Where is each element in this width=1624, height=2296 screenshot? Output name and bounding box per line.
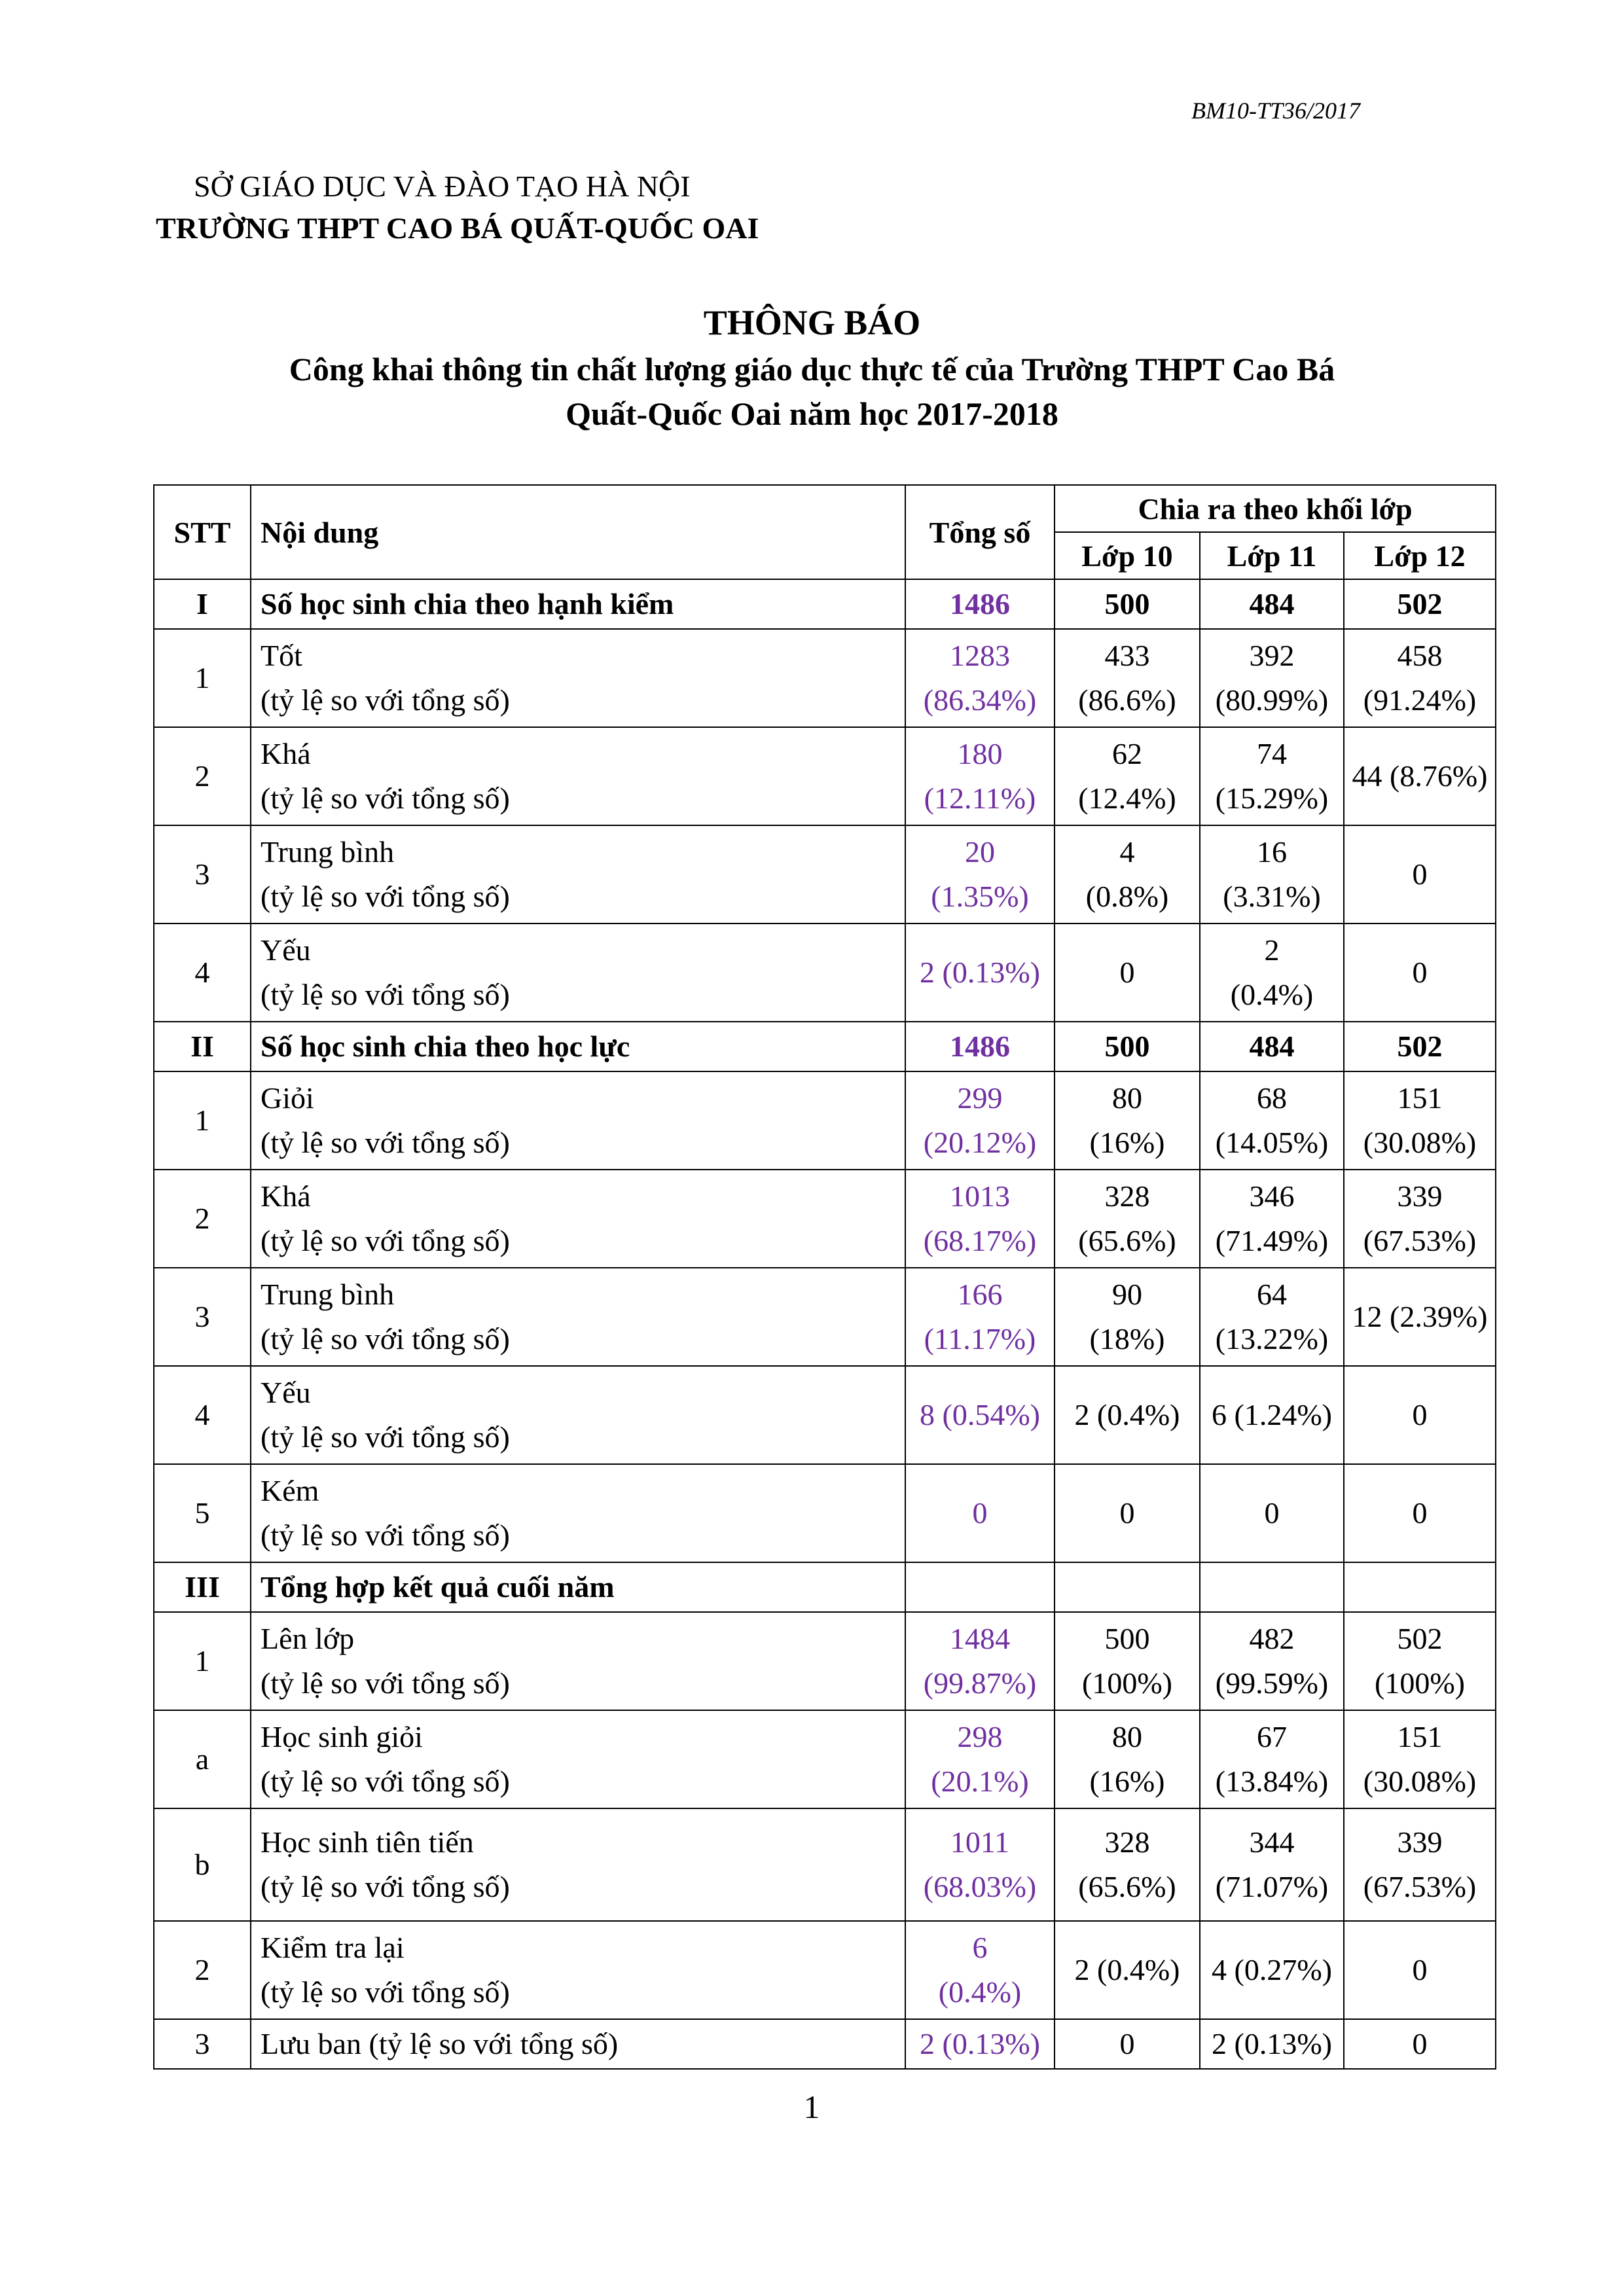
- row-grade-10-line: 500: [1104, 1622, 1150, 1655]
- row-stt-line: b: [194, 1848, 210, 1881]
- row-stt-line: 1: [194, 1644, 210, 1677]
- row-grade-10: [1055, 825, 1200, 924]
- row-grade-11-line: 16: [1257, 835, 1287, 869]
- row-grade-10-line: 2 (0.4%): [1074, 1953, 1180, 1986]
- row-label-line: Lưu ban (tỷ lệ so với tổng số): [261, 2027, 619, 2060]
- row-grade-11-line: (71.49%): [1215, 1224, 1329, 1257]
- row-grade-11-line: (14.05%): [1215, 1126, 1329, 1159]
- section-stt: [154, 579, 251, 629]
- row-grade-10: [1055, 727, 1200, 825]
- row-grade-12-line: 458: [1397, 639, 1443, 672]
- row-total-line: (99.87%): [923, 1666, 1037, 1700]
- section-row: [154, 1022, 1496, 1071]
- row-grade-12: [1344, 629, 1496, 727]
- table-row: [154, 1612, 1496, 1710]
- row-grade-10: [1055, 1170, 1200, 1268]
- row-grade-12-line: 151: [1397, 1720, 1443, 1753]
- row-label-line: Tốt: [261, 639, 302, 672]
- row-grade-11-line: (13.84%): [1215, 1765, 1329, 1798]
- row-label: [251, 825, 905, 924]
- row-grade-11-line: (15.29%): [1215, 781, 1329, 815]
- row-stt-line: 2: [194, 1202, 210, 1235]
- row-grade-10: [1055, 629, 1200, 727]
- row-stt: [154, 1921, 251, 2019]
- header-content: Nội dung: [251, 485, 905, 579]
- row-grade-12-line: (30.08%): [1363, 1126, 1477, 1159]
- row-grade-11-line: 4 (0.27%): [1212, 1953, 1332, 1986]
- row-label-line: (tỷ lệ so với tổng số): [261, 1666, 510, 1700]
- row-grade-11-line: 392: [1249, 639, 1295, 672]
- row-label-line: (tỷ lệ so với tổng số): [261, 781, 510, 815]
- row-grade-10: [1055, 1710, 1200, 1808]
- row-grade-12: [1344, 1921, 1496, 2019]
- row-grade-12-line: 0: [1412, 956, 1428, 989]
- row-grade-10-line: 2 (0.4%): [1074, 1398, 1180, 1431]
- table-row: [154, 629, 1496, 727]
- row-total: [905, 825, 1055, 924]
- row-grade-10-line: (100%): [1082, 1666, 1172, 1700]
- section-total: [905, 1562, 1055, 1612]
- row-total: [905, 2019, 1055, 2069]
- school-name: TRƯỜNG THPT CAO BÁ QUẤT-QUỐC OAI: [156, 211, 759, 245]
- row-grade-12: [1344, 1808, 1496, 1921]
- row-label-line: (tỷ lệ so với tổng số): [261, 978, 510, 1011]
- section-total-line: 1486: [950, 1030, 1010, 1063]
- row-grade-10-line: 328: [1104, 1825, 1150, 1859]
- header-grades-group: Chia ra theo khối lớp: [1055, 485, 1496, 532]
- row-total: [905, 924, 1055, 1022]
- row-grade-11-line: 2 (0.13%): [1212, 2027, 1332, 2060]
- table-row: [154, 1464, 1496, 1562]
- notice-subtitle-line-2: Quất-Quốc Oai năm học 2017-2018: [566, 395, 1058, 432]
- row-label: [251, 1808, 905, 1921]
- row-grade-10-line: 0: [1119, 2027, 1135, 2060]
- row-grade-10-line: 80: [1112, 1720, 1142, 1753]
- section-label: [251, 1562, 905, 1612]
- row-total-line: (68.17%): [923, 1224, 1037, 1257]
- row-total-line: 166: [957, 1278, 1003, 1311]
- section-label: [251, 579, 905, 629]
- row-total-line: (12.11%): [924, 781, 1036, 815]
- section-label: [251, 1022, 905, 1071]
- row-stt: [154, 825, 251, 924]
- row-grade-11: [1200, 1170, 1344, 1268]
- row-stt-line: 3: [194, 2027, 210, 2060]
- row-grade-11: [1200, 2019, 1344, 2069]
- row-total-line: (20.12%): [923, 1126, 1037, 1159]
- row-grade-11-line: (13.22%): [1215, 1322, 1329, 1355]
- row-grade-12-line: 502: [1397, 1622, 1443, 1655]
- row-grade-10-line: 328: [1104, 1179, 1150, 1213]
- row-grade-10-line: (65.6%): [1078, 1224, 1176, 1257]
- section-grade-10: [1055, 1562, 1200, 1612]
- row-stt: [154, 1071, 251, 1170]
- section-total: [905, 579, 1055, 629]
- section-grade-10-line: 500: [1104, 587, 1150, 620]
- row-total-line: (0.4%): [938, 1975, 1022, 2009]
- header-stt: STT: [154, 485, 251, 579]
- row-grade-10: [1055, 1921, 1200, 2019]
- row-grade-12-line: (67.53%): [1363, 1224, 1477, 1257]
- row-grade-10-line: (16%): [1089, 1126, 1165, 1159]
- row-label: [251, 1464, 905, 1562]
- row-grade-12-line: 0: [1412, 1398, 1428, 1431]
- table-row: [154, 1366, 1496, 1464]
- row-grade-12: [1344, 2019, 1496, 2069]
- row-stt-line: 5: [194, 1496, 210, 1530]
- row-label-line: Yếu: [261, 933, 311, 967]
- row-grade-12-line: 339: [1397, 1825, 1443, 1859]
- row-grade-11: [1200, 1612, 1344, 1710]
- row-grade-11-line: 0: [1264, 1496, 1280, 1530]
- table-row: [154, 1710, 1496, 1808]
- row-label-line: Yếu: [261, 1376, 311, 1409]
- row-grade-11-line: 344: [1249, 1825, 1295, 1859]
- row-grade-11-line: 346: [1249, 1179, 1295, 1213]
- row-total-line: (68.03%): [923, 1870, 1037, 1903]
- row-label-line: (tỷ lệ so với tổng số): [261, 1322, 510, 1355]
- row-stt-line: 4: [194, 1398, 210, 1431]
- section-grade-11: [1200, 1562, 1344, 1612]
- row-grade-10: [1055, 1464, 1200, 1562]
- row-total-line: 20: [965, 835, 995, 869]
- row-label-line: (tỷ lệ so với tổng số): [261, 880, 510, 913]
- row-label-line: Kiểm tra lại: [261, 1931, 405, 1964]
- row-total-line: 6: [972, 1931, 988, 1964]
- notice-title: THÔNG BÁO: [703, 303, 921, 342]
- row-grade-11: [1200, 1464, 1344, 1562]
- row-total-line: 180: [957, 737, 1003, 770]
- section-label-line: Số học sinh chia theo hạnh kiểm: [261, 587, 674, 620]
- row-grade-12-line: (91.24%): [1363, 683, 1477, 717]
- row-total: [905, 1921, 1055, 2019]
- row-total-line: 8 (0.54%): [920, 1398, 1040, 1431]
- row-grade-11: [1200, 825, 1344, 924]
- row-total-line: (1.35%): [931, 880, 1029, 913]
- table-row: [154, 727, 1496, 825]
- row-total: [905, 1366, 1055, 1464]
- table-row: [154, 2019, 1496, 2069]
- row-total: [905, 1612, 1055, 1710]
- section-row: [154, 1562, 1496, 1612]
- row-grade-11-line: (3.31%): [1223, 880, 1321, 913]
- row-stt-line: 4: [194, 956, 210, 989]
- section-grade-12: [1344, 1562, 1496, 1612]
- row-grade-12-line: 0: [1412, 2027, 1428, 2060]
- row-grade-12: [1344, 1464, 1496, 1562]
- row-label-line: Học sinh tiên tiến: [261, 1825, 474, 1859]
- row-grade-12: [1344, 1170, 1496, 1268]
- row-label-line: (tỷ lệ so với tổng số): [261, 1126, 510, 1159]
- row-label: [251, 1170, 905, 1268]
- row-grade-11-line: (99.59%): [1215, 1666, 1329, 1700]
- row-grade-10-line: 62: [1112, 737, 1142, 770]
- row-grade-10: [1055, 1268, 1200, 1366]
- row-total-line: 0: [972, 1496, 988, 1530]
- row-label: [251, 1710, 905, 1808]
- row-stt: [154, 924, 251, 1022]
- row-grade-11: [1200, 1710, 1344, 1808]
- row-grade-11: [1200, 1921, 1344, 2019]
- section-grade-11-line: 484: [1249, 587, 1295, 620]
- row-total: [905, 727, 1055, 825]
- row-total: [905, 629, 1055, 727]
- row-grade-10-line: (65.6%): [1078, 1870, 1176, 1903]
- row-stt: [154, 1464, 251, 1562]
- row-stt: [154, 629, 251, 727]
- row-grade-11-line: 6 (1.24%): [1212, 1398, 1332, 1431]
- row-grade-12: [1344, 1612, 1496, 1710]
- row-grade-12-line: 0: [1412, 1953, 1428, 1986]
- row-grade-12: [1344, 1366, 1496, 1464]
- row-grade-12: [1344, 727, 1496, 825]
- row-total: [905, 1808, 1055, 1921]
- form-code: BM10-TT36/2017: [1191, 98, 1361, 124]
- row-grade-12: [1344, 825, 1496, 924]
- row-grade-10: [1055, 1366, 1200, 1464]
- section-grade-10: [1055, 579, 1200, 629]
- row-stt: [154, 1612, 251, 1710]
- row-stt-line: 3: [194, 1300, 210, 1333]
- row-label-line: (tỷ lệ so với tổng số): [261, 683, 510, 717]
- row-total-line: 1283: [950, 639, 1010, 672]
- row-grade-12: [1344, 1268, 1496, 1366]
- row-label-line: Khá: [261, 1179, 311, 1213]
- row-grade-12-line: 0: [1412, 857, 1428, 891]
- row-grade-12: [1344, 1071, 1496, 1170]
- page-number: 1: [803, 2089, 820, 2125]
- row-total: [905, 1170, 1055, 1268]
- row-grade-11-line: (71.07%): [1215, 1870, 1329, 1903]
- section-total: [905, 1022, 1055, 1071]
- row-grade-11: [1200, 1268, 1344, 1366]
- row-grade-11: [1200, 1808, 1344, 1921]
- row-stt: [154, 2019, 251, 2069]
- row-label-line: (tỷ lệ so với tổng số): [261, 1975, 510, 2009]
- row-grade-10-line: (16%): [1089, 1765, 1165, 1798]
- row-grade-10-line: (12.4%): [1078, 781, 1176, 815]
- section-grade-11: [1200, 1022, 1344, 1071]
- row-total: [905, 1464, 1055, 1562]
- table-row: [154, 1268, 1496, 1366]
- section-grade-10-line: 500: [1104, 1030, 1150, 1063]
- row-grade-12-line: (30.08%): [1363, 1765, 1477, 1798]
- row-label: [251, 1071, 905, 1170]
- row-grade-11: [1200, 1366, 1344, 1464]
- row-label-line: Khá: [261, 737, 311, 770]
- table-row: [154, 924, 1496, 1022]
- section-stt-line: III: [185, 1570, 220, 1604]
- row-grade-10-line: 0: [1119, 956, 1135, 989]
- row-grade-10-line: 4: [1119, 835, 1135, 869]
- section-grade-10: [1055, 1022, 1200, 1071]
- quality-report-table: [153, 484, 1496, 2070]
- row-grade-12-line: 44 (8.76%): [1352, 759, 1488, 793]
- section-stt-line: II: [190, 1030, 214, 1063]
- row-total-line: 1013: [950, 1179, 1010, 1213]
- table-row: [154, 1170, 1496, 1268]
- row-total: [905, 1071, 1055, 1170]
- row-grade-10-line: (86.6%): [1078, 683, 1176, 717]
- table-row: [154, 1071, 1496, 1170]
- row-label: [251, 727, 905, 825]
- row-label-line: (tỷ lệ so với tổng số): [261, 1420, 510, 1454]
- row-grade-12-line: 151: [1397, 1081, 1443, 1115]
- row-label-line: (tỷ lệ so với tổng số): [261, 1870, 510, 1903]
- table-row: [154, 825, 1496, 924]
- row-total-line: 2 (0.13%): [920, 956, 1040, 989]
- section-grade-12: [1344, 579, 1496, 629]
- row-grade-12-line: (100%): [1375, 1666, 1465, 1700]
- row-stt: [154, 1170, 251, 1268]
- row-stt-line: 3: [194, 857, 210, 891]
- section-grade-12-line: 502: [1397, 1030, 1443, 1063]
- notice-subtitle-line-1: Công khai thông tin chất lượng giáo dục thực tế của Trường THPT Cao Bá: [289, 351, 1335, 387]
- header-grade-10: Lớp 10: [1055, 532, 1200, 579]
- row-total-line: 1484: [950, 1622, 1010, 1655]
- row-grade-12: [1344, 1710, 1496, 1808]
- row-grade-11-line: (80.99%): [1215, 683, 1329, 717]
- row-grade-11-line: 482: [1249, 1622, 1295, 1655]
- row-grade-10: [1055, 1071, 1200, 1170]
- row-grade-12-line: (67.53%): [1363, 1870, 1477, 1903]
- row-total-line: (20.1%): [931, 1765, 1029, 1798]
- row-stt-line: 1: [194, 1103, 210, 1137]
- row-grade-10: [1055, 924, 1200, 1022]
- row-grade-10-line: 90: [1112, 1278, 1142, 1311]
- row-grade-11: [1200, 924, 1344, 1022]
- row-stt: [154, 1268, 251, 1366]
- row-grade-10-line: 433: [1104, 639, 1150, 672]
- row-label: [251, 1366, 905, 1464]
- table-body: [154, 579, 1496, 2069]
- row-label-line: (tỷ lệ so với tổng số): [261, 1224, 510, 1257]
- notice-subtitle: [131, 347, 1493, 436]
- row-total-line: (11.17%): [924, 1322, 1036, 1355]
- row-grade-11-line: 2: [1264, 933, 1280, 967]
- row-grade-11-line: 67: [1257, 1720, 1287, 1753]
- row-label: [251, 629, 905, 727]
- header-grade-11: Lớp 11: [1200, 532, 1344, 579]
- section-grade-11: [1200, 579, 1344, 629]
- row-grade-10: [1055, 1808, 1200, 1921]
- row-total-line: 1011: [950, 1825, 1010, 1859]
- row-label: [251, 924, 905, 1022]
- department-name: SỞ GIÁO DỤC VÀ ĐÀO TẠO HÀ NỘI: [194, 170, 691, 203]
- row-label-line: Trung bình: [261, 835, 395, 869]
- row-stt-line: 1: [194, 661, 210, 694]
- row-label-line: Học sinh giỏi: [261, 1720, 423, 1753]
- row-label: [251, 1921, 905, 2019]
- row-grade-12-line: 339: [1397, 1179, 1443, 1213]
- row-label-line: (tỷ lệ so với tổng số): [261, 1765, 510, 1798]
- row-label: [251, 1268, 905, 1366]
- section-stt: [154, 1562, 251, 1612]
- row-total: [905, 1710, 1055, 1808]
- row-stt-line: 2: [194, 759, 210, 793]
- section-grade-12: [1344, 1022, 1496, 1071]
- row-grade-11: [1200, 1071, 1344, 1170]
- row-grade-12: [1344, 924, 1496, 1022]
- row-grade-10-line: 80: [1112, 1081, 1142, 1115]
- row-label-line: Trung bình: [261, 1278, 395, 1311]
- section-label-line: Số học sinh chia theo học lực: [261, 1030, 630, 1063]
- row-stt: [154, 1808, 251, 1921]
- row-total-line: 299: [957, 1081, 1003, 1115]
- row-total-line: (86.34%): [923, 683, 1037, 717]
- row-total-line: 2 (0.13%): [920, 2027, 1040, 2060]
- row-label-line: Kém: [261, 1474, 319, 1507]
- row-grade-12-line: 0: [1412, 1496, 1428, 1530]
- row-grade-10-line: (0.8%): [1085, 880, 1169, 913]
- section-total-line: 1486: [950, 587, 1010, 620]
- row-grade-11: [1200, 727, 1344, 825]
- section-stt-line: I: [196, 587, 208, 620]
- row-total-line: 298: [957, 1720, 1003, 1753]
- section-row: [154, 579, 1496, 629]
- row-grade-11-line: 74: [1257, 737, 1287, 770]
- row-label: [251, 1612, 905, 1710]
- row-stt: [154, 1366, 251, 1464]
- row-label-line: Lên lớp: [261, 1622, 355, 1655]
- row-grade-11-line: (0.4%): [1230, 978, 1314, 1011]
- row-grade-11: [1200, 629, 1344, 727]
- table-row: [154, 1808, 1496, 1921]
- row-label: [251, 2019, 905, 2069]
- section-grade-12-line: 502: [1397, 587, 1443, 620]
- section-grade-11-line: 484: [1249, 1030, 1295, 1063]
- header-total: Tổng số: [905, 485, 1055, 579]
- row-grade-11-line: 68: [1257, 1081, 1287, 1115]
- row-grade-10-line: 0: [1119, 1496, 1135, 1530]
- row-total: [905, 1268, 1055, 1366]
- row-stt-line: a: [195, 1742, 209, 1776]
- row-grade-12-line: 12 (2.39%): [1352, 1300, 1488, 1333]
- row-stt-line: 2: [194, 1953, 210, 1986]
- row-label-line: Giỏi: [261, 1081, 314, 1115]
- row-stt: [154, 1710, 251, 1808]
- row-grade-11-line: 64: [1257, 1278, 1287, 1311]
- table-row: [154, 1921, 1496, 2019]
- section-label-line: Tổng hợp kết quả cuối năm: [261, 1570, 615, 1604]
- row-label-line: (tỷ lệ so với tổng số): [261, 1518, 510, 1552]
- row-grade-10: [1055, 1612, 1200, 1710]
- header-grade-12: Lớp 12: [1344, 532, 1496, 579]
- row-grade-10-line: (18%): [1089, 1322, 1165, 1355]
- row-stt: [154, 727, 251, 825]
- row-grade-10: [1055, 2019, 1200, 2069]
- section-stt: [154, 1022, 251, 1071]
